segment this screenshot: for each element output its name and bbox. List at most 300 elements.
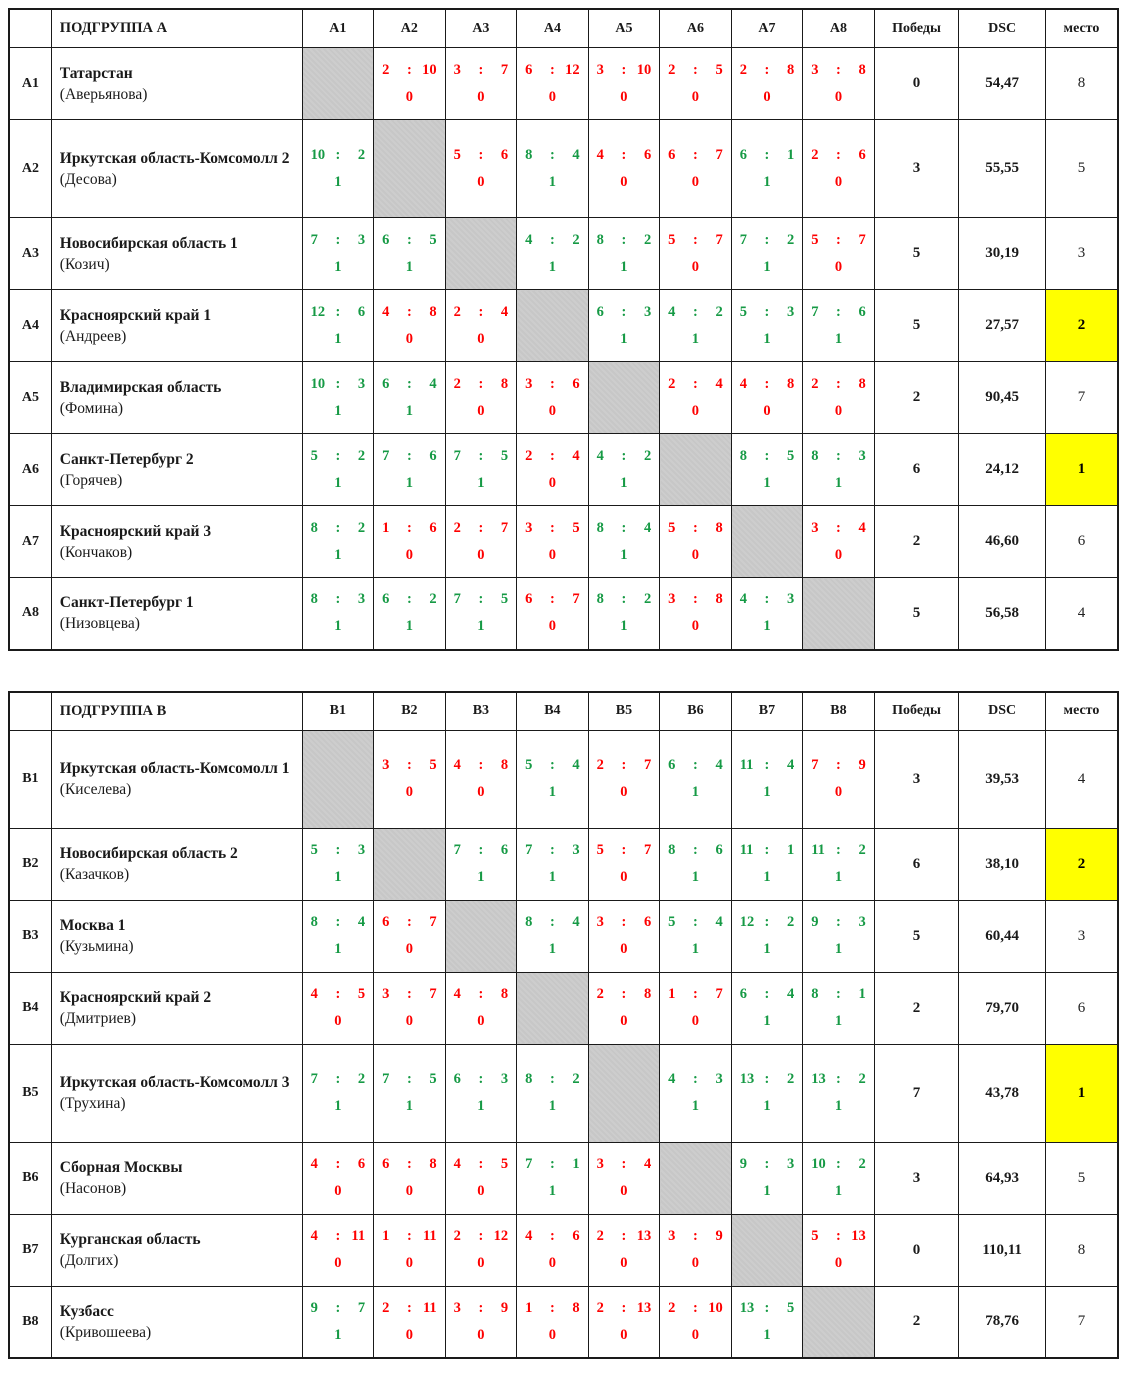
score-cell (374, 1286, 446, 1358)
player-name: (Горячев) (59, 471, 123, 489)
score-right: 2 (357, 146, 366, 163)
score-cell (517, 828, 589, 900)
score-line (518, 376, 587, 393)
player-name: (Кузьмина) (59, 938, 134, 955)
score-line (661, 147, 730, 164)
score-colon: : (621, 231, 627, 248)
score-cell (302, 1214, 374, 1286)
score-right: 8 (715, 591, 723, 608)
score-right: 10 (636, 61, 652, 78)
score-right: 6 (500, 146, 509, 163)
score-colon: : (549, 1071, 555, 1087)
score-line (661, 757, 730, 774)
score-cell-content (733, 147, 802, 191)
score-cell (588, 578, 660, 650)
score-cell (517, 578, 589, 650)
score-left: 3 (382, 986, 390, 1002)
score-colon: : (621, 914, 627, 930)
score-cell (803, 218, 875, 290)
team-row (9, 730, 1118, 828)
score-right: 2 (786, 231, 795, 248)
column-header-a2: A2 (374, 9, 446, 48)
team-name: Красноярский край 2 (59, 989, 212, 1006)
score-cell (302, 434, 374, 506)
team-name-cell (51, 290, 302, 362)
score-line (590, 914, 659, 931)
score-cell (803, 730, 875, 828)
score-line (375, 1156, 444, 1173)
score-right: 2 (572, 231, 580, 248)
score-right: 3 (715, 1071, 723, 1087)
score-left: 6 (525, 591, 533, 608)
score-left: 6 (525, 61, 533, 78)
score-line (447, 147, 516, 164)
team-name: Санкт-Петербург 1 (59, 594, 194, 612)
match-result: 1 (620, 258, 628, 275)
score-colon: : (335, 519, 341, 536)
wins-cell: 5 (874, 578, 959, 650)
row-id-cell: A5 (9, 362, 51, 434)
group-a-body (9, 48, 1118, 650)
score-line (733, 304, 802, 321)
score-colon: : (693, 375, 698, 392)
team-row (9, 218, 1118, 290)
score-left: 7 (453, 842, 461, 858)
score-cell-content (447, 62, 516, 106)
score-colon: : (836, 61, 841, 78)
score-cell (517, 1044, 589, 1142)
match-result: 0 (334, 1183, 342, 1199)
score-left: 5 (668, 519, 676, 536)
team-name-cell (51, 828, 302, 900)
score-left: 8 (525, 1071, 533, 1087)
score-colon: : (335, 591, 341, 608)
match-result: 1 (334, 173, 342, 190)
score-cell (660, 362, 732, 434)
score-line (375, 757, 444, 774)
place-cell: 8 (1045, 48, 1118, 120)
score-line (804, 232, 873, 249)
match-result: 1 (334, 618, 342, 635)
score-colon: : (764, 1071, 770, 1087)
score-colon: : (406, 1156, 412, 1172)
place-cell: 5 (1045, 1142, 1118, 1214)
match-result: 0 (691, 402, 700, 419)
score-cell-content (375, 591, 444, 635)
score-left: 7 (811, 303, 819, 320)
row-id-cell: B2 (9, 828, 51, 900)
team-name-cell (51, 218, 302, 290)
score-cell-content (447, 147, 516, 191)
score-cell (517, 900, 589, 972)
team-name-cell (51, 1286, 302, 1358)
score-colon: : (764, 146, 770, 163)
score-right: 4 (786, 986, 795, 1002)
match-result: 1 (405, 618, 413, 635)
score-left: 3 (811, 61, 819, 78)
team-name: Красноярский край 1 (59, 306, 212, 324)
place-cell: 4 (1045, 578, 1118, 650)
score-colon: : (836, 146, 841, 163)
score-colon: : (335, 303, 341, 320)
score-left: 6 (382, 591, 390, 608)
score-line (304, 1300, 373, 1317)
score-left: 3 (596, 914, 604, 930)
score-cell-content (733, 986, 802, 1030)
score-line (661, 304, 730, 321)
score-cell (588, 900, 660, 972)
score-cell (731, 1142, 803, 1214)
score-colon: : (335, 986, 341, 1002)
match-result: 0 (405, 941, 413, 957)
match-result: 0 (477, 330, 485, 347)
score-right: 6 (572, 375, 580, 392)
score-cell (731, 218, 803, 290)
score-right: 4 (572, 146, 580, 163)
score-right: 10 (422, 61, 437, 78)
player-name: (Дмитриев) (59, 1010, 137, 1027)
score-line (733, 62, 802, 79)
team-name-cell (51, 120, 302, 218)
match-result: 1 (763, 869, 771, 885)
score-line (304, 842, 373, 859)
wins-cell: 0 (874, 48, 959, 120)
score-left: 5 (811, 231, 819, 248)
score-left: 2 (668, 61, 676, 78)
score-line (804, 757, 873, 774)
score-left: 8 (310, 519, 318, 536)
row-id-cell: B7 (9, 1214, 51, 1286)
score-left: 4 (525, 1228, 533, 1244)
score-cell-content (661, 1228, 730, 1272)
score-cell (445, 1142, 517, 1214)
team-row (9, 434, 1118, 506)
score-cell (731, 972, 803, 1044)
match-result: 0 (477, 88, 485, 105)
score-cell (660, 48, 732, 120)
dsc-cell: 110,11 (959, 1214, 1046, 1286)
score-line (804, 986, 873, 1003)
score-cell (588, 48, 660, 120)
score-right: 4 (572, 447, 580, 464)
score-line (375, 376, 444, 393)
score-colon: : (621, 591, 627, 608)
score-left: 5 (310, 842, 318, 858)
score-line (304, 304, 373, 321)
score-cell (374, 506, 446, 578)
row-id-cell: A4 (9, 290, 51, 362)
score-cell (302, 578, 374, 650)
score-cell-content (590, 1156, 659, 1200)
match-result: 1 (834, 941, 843, 957)
score-line (804, 520, 873, 537)
match-result: 1 (477, 618, 485, 635)
score-cell (731, 1286, 803, 1358)
score-right: 3 (858, 447, 866, 464)
score-colon: : (335, 375, 341, 392)
score-line (375, 914, 444, 931)
score-right: 5 (500, 591, 509, 608)
score-colon: : (549, 61, 555, 78)
score-colon: : (764, 61, 770, 78)
score-left: 9 (811, 914, 819, 930)
score-left: 8 (525, 914, 533, 930)
wins-cell: 5 (874, 218, 959, 290)
match-result: 1 (548, 869, 557, 885)
score-right: 7 (715, 986, 723, 1002)
score-left: 4 (596, 447, 604, 464)
score-line (447, 757, 516, 774)
score-cell (588, 828, 660, 900)
score-colon: : (549, 447, 555, 464)
score-right: 2 (357, 519, 366, 536)
score-cell-content (518, 520, 587, 564)
score-cell (660, 900, 732, 972)
score-colon: : (621, 447, 627, 464)
score-line (304, 986, 373, 1003)
score-right: 6 (357, 1156, 366, 1172)
wins-cell: 6 (874, 434, 959, 506)
score-cell (588, 434, 660, 506)
score-line (518, 1071, 587, 1088)
score-line (804, 448, 873, 465)
score-colon: : (836, 519, 841, 536)
match-result: 1 (405, 474, 413, 491)
score-cell (803, 900, 875, 972)
score-right: 8 (786, 61, 795, 78)
match-result: 1 (763, 618, 771, 635)
score-cell-content (733, 757, 802, 801)
row-id-cell: A1 (9, 48, 51, 120)
score-cell-content (590, 1300, 659, 1344)
score-cell-content (661, 1300, 730, 1344)
row-id-cell: A2 (9, 120, 51, 218)
diagonal-cell (517, 972, 589, 1044)
score-right: 3 (572, 842, 580, 858)
score-right: 9 (500, 1299, 509, 1316)
score-left: 4 (596, 146, 604, 163)
score-colon: : (621, 842, 627, 858)
score-line (590, 147, 659, 164)
player-name: (Козич) (59, 255, 110, 273)
team-name-cell (51, 506, 302, 578)
player-name: (Кривошеева) (59, 1323, 152, 1341)
score-cell-content (518, 914, 587, 958)
header-row (9, 692, 1118, 731)
score-cell-content (733, 304, 802, 348)
diagonal-cell (588, 362, 660, 434)
score-colon: : (693, 1071, 698, 1087)
score-line (518, 1300, 587, 1317)
match-result: 1 (763, 1183, 771, 1199)
score-colon: : (621, 757, 627, 773)
score-cell (374, 972, 446, 1044)
score-cell (803, 1214, 875, 1286)
score-cell-content (518, 842, 587, 886)
score-left: 6 (453, 1071, 461, 1087)
score-left: 8 (811, 447, 819, 464)
score-left: 10 (310, 375, 326, 392)
score-cell-content (804, 232, 873, 276)
score-cell (445, 828, 517, 900)
team-name: Новосибирская область 1 (59, 234, 238, 252)
player-name: (Киселева) (59, 781, 132, 798)
score-cell-content (304, 147, 373, 191)
score-right: 6 (858, 303, 866, 320)
score-left: 12 (739, 914, 755, 930)
score-right: 6 (643, 914, 652, 930)
score-cell (731, 290, 803, 362)
score-colon: : (836, 757, 841, 773)
score-left: 3 (453, 1299, 461, 1316)
score-right: 7 (715, 231, 723, 248)
score-left: 6 (382, 375, 390, 392)
score-cell-content (518, 232, 587, 276)
score-cell-content (804, 448, 873, 492)
score-left: 6 (596, 303, 604, 320)
score-colon: : (406, 1228, 412, 1244)
score-right: 11 (422, 1299, 437, 1316)
score-colon: : (693, 842, 698, 858)
match-result: 1 (834, 474, 843, 491)
score-left: 3 (382, 757, 390, 773)
row-id-cell: A6 (9, 434, 51, 506)
wins-cell: 2 (874, 362, 959, 434)
score-cell (731, 730, 803, 828)
match-result: 1 (763, 1326, 771, 1343)
score-cell-content (804, 376, 873, 420)
score-line (518, 147, 587, 164)
score-right: 13 (636, 1228, 652, 1244)
score-left: 2 (453, 1228, 461, 1244)
team-name: Иркутская область-Комсомолл 1 (59, 760, 290, 777)
score-right: 7 (643, 757, 652, 773)
score-cell (302, 828, 374, 900)
score-cell-content (447, 1156, 516, 1200)
dsc-cell: 78,76 (959, 1286, 1046, 1358)
dsc-cell: 64,93 (959, 1142, 1046, 1214)
score-line (518, 914, 587, 931)
score-cell (731, 362, 803, 434)
score-line (661, 914, 730, 931)
team-row (9, 900, 1118, 972)
score-right: 5 (357, 986, 366, 1002)
score-line (661, 842, 730, 859)
score-left: 6 (382, 914, 390, 930)
score-left: 5 (310, 447, 318, 464)
score-left: 4 (310, 1156, 318, 1172)
score-left: 7 (310, 1071, 318, 1087)
match-result: 1 (405, 402, 413, 419)
score-cell (731, 120, 803, 218)
score-line (733, 986, 802, 1003)
score-colon: : (764, 842, 770, 858)
group-a-title: ПОДГРУППА А (51, 9, 302, 48)
match-result: 0 (834, 784, 843, 800)
corner-cell (9, 9, 51, 48)
place-cell: 6 (1045, 506, 1118, 578)
score-cell-content (447, 376, 516, 420)
match-result: 1 (548, 173, 557, 190)
score-colon: : (836, 231, 841, 248)
score-cell-content (661, 842, 730, 886)
score-cell (445, 972, 517, 1044)
match-result: 1 (620, 474, 628, 491)
match-result: 1 (548, 258, 557, 275)
score-left: 2 (668, 1299, 676, 1316)
score-cell-content (518, 1156, 587, 1200)
score-right: 12 (493, 1228, 509, 1244)
match-result: 0 (405, 88, 413, 105)
score-colon: : (406, 447, 412, 464)
score-colon: : (836, 447, 841, 464)
match-result: 0 (620, 784, 628, 800)
score-line (804, 1228, 873, 1245)
team-name-cell (51, 1142, 302, 1214)
score-left: 11 (739, 842, 754, 858)
score-right: 2 (572, 1071, 580, 1087)
score-cell-content (590, 986, 659, 1030)
score-right: 8 (500, 757, 509, 773)
score-colon: : (406, 1071, 412, 1087)
score-cell-content (375, 376, 444, 420)
place-cell: 2 (1045, 828, 1118, 900)
match-result: 1 (763, 474, 771, 491)
score-cell-content (304, 232, 373, 276)
score-cell-content (304, 591, 373, 635)
score-cell-content (661, 147, 730, 191)
score-right: 4 (572, 757, 580, 773)
score-cell (517, 1286, 589, 1358)
score-cell-content (518, 1228, 587, 1272)
score-line (447, 1156, 516, 1173)
match-result: 0 (477, 784, 485, 800)
score-right: 4 (572, 914, 580, 930)
score-colon: : (335, 1228, 341, 1244)
score-right: 4 (858, 519, 866, 536)
score-right: 7 (858, 231, 866, 248)
match-result: 1 (763, 784, 771, 800)
score-left: 5 (811, 1228, 819, 1244)
score-line (590, 757, 659, 774)
score-left: 8 (811, 986, 819, 1002)
score-cell (731, 900, 803, 972)
score-line (804, 376, 873, 393)
wins-cell: 2 (874, 506, 959, 578)
match-result: 1 (763, 258, 771, 275)
wins-cell: 3 (874, 120, 959, 218)
score-colon: : (478, 303, 484, 320)
score-left: 5 (525, 757, 533, 773)
score-cell (302, 362, 374, 434)
score-left: 3 (811, 519, 819, 536)
score-left: 1 (382, 519, 390, 536)
score-right: 7 (429, 914, 437, 930)
score-cell (588, 120, 660, 218)
score-line (590, 842, 659, 859)
match-result: 0 (405, 1255, 413, 1271)
match-result: 0 (405, 1183, 413, 1199)
match-result: 1 (834, 1098, 843, 1114)
score-cell (660, 1214, 732, 1286)
score-left: 7 (811, 757, 819, 773)
player-name: (Трухина) (59, 1095, 126, 1112)
match-result: 0 (691, 618, 700, 635)
score-cell (660, 730, 732, 828)
score-line (661, 62, 730, 79)
score-right: 2 (715, 303, 723, 320)
score-line (733, 1156, 802, 1173)
